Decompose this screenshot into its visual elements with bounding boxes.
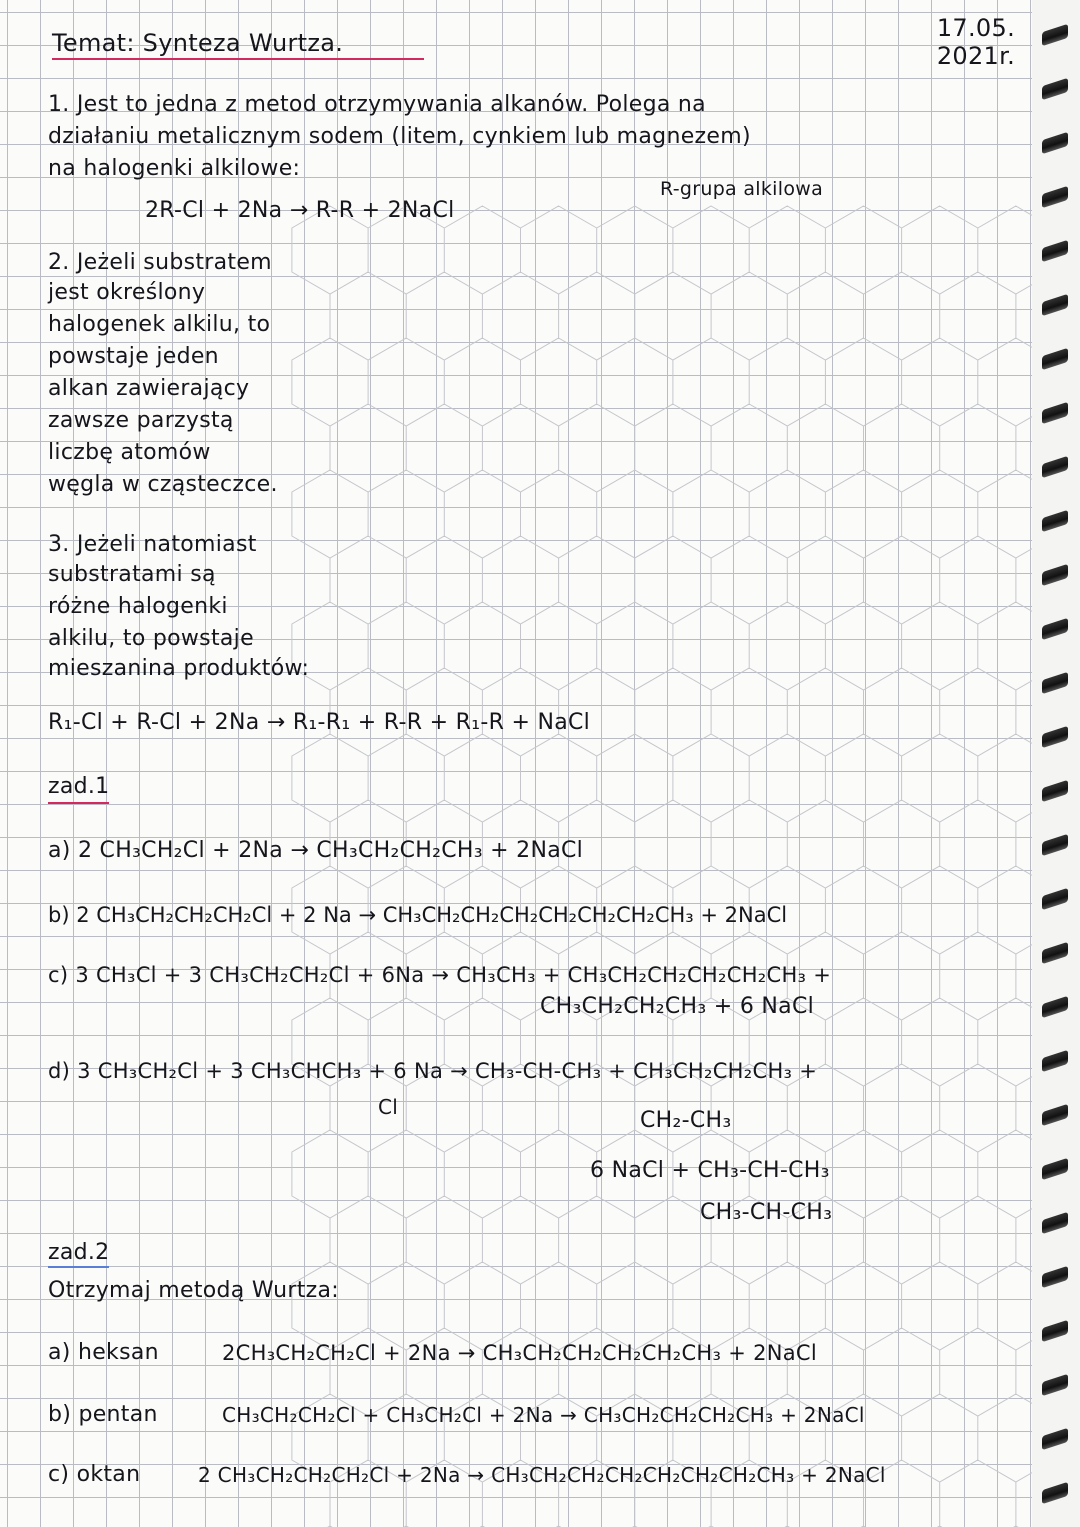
section1-line2: działaniu metalicznym sodem (litem, cynkiem lub magnezem) bbox=[48, 124, 751, 149]
spiral-ring bbox=[1042, 834, 1068, 856]
section1-note: R-grupa alkilowa bbox=[660, 178, 824, 200]
zad1-b: b) 2 CH₃CH₂CH₂CH₂Cl + 2 Na → CH₃CH₂CH₂CH₂CH₂CH₂CH₂CH₃ + 2NaCl bbox=[48, 903, 788, 927]
spiral-ring bbox=[1042, 618, 1068, 640]
page-title: Temat: Synteza Wurtza. bbox=[52, 30, 424, 60]
spiral-ring bbox=[1042, 1158, 1068, 1180]
zad2-heading: zad.2 bbox=[48, 1240, 109, 1268]
spiral-ring bbox=[1042, 780, 1068, 802]
spiral-ring bbox=[1042, 726, 1068, 748]
spiral-ring bbox=[1042, 402, 1068, 424]
section3-line: 3. Jeżeli natomiast bbox=[48, 532, 257, 557]
spiral-ring bbox=[1042, 996, 1068, 1018]
section1-line1: 1. Jest to jedna z metod otrzymywania alkanów. Polega na bbox=[48, 92, 706, 117]
zad2-b-label: b) pentan bbox=[48, 1402, 158, 1427]
section2-line: halogenek alkilu, to bbox=[48, 312, 271, 337]
zad2-intro: Otrzymaj metodą Wurtza: bbox=[48, 1278, 339, 1303]
date-year: 2021r. bbox=[936, 42, 1015, 70]
spiral-ring bbox=[1042, 1320, 1068, 1342]
spiral-ring bbox=[1042, 942, 1068, 964]
spiral-ring bbox=[1042, 1482, 1068, 1504]
section2-line: węgla w cząsteczce. bbox=[48, 472, 278, 497]
hexagon-cells bbox=[292, 206, 1040, 1527]
section2-line: powstaje jeden bbox=[48, 344, 219, 369]
spiral-ring bbox=[1042, 1428, 1068, 1450]
zad1-c-line1: c) 3 CH₃Cl + 3 CH₃CH₂CH₂Cl + 6Na → CH₃CH₃ + CH₃CH₂CH₂CH₂CH₂CH₃ + bbox=[48, 963, 832, 987]
spiral-ring bbox=[1042, 132, 1068, 154]
spiral-ring bbox=[1042, 1374, 1068, 1396]
spiral-ring bbox=[1042, 186, 1068, 208]
spiral-ring bbox=[1042, 1050, 1068, 1072]
section1-line3: na halogenki alkilowe: bbox=[48, 156, 301, 181]
spiral-ring bbox=[1042, 888, 1068, 910]
zad2-b-equation: CH₃CH₂CH₂Cl + CH₃CH₂Cl + 2Na → CH₃CH₂CH₂CH₂CH₃ + 2NaCl bbox=[222, 1403, 865, 1427]
section3-equation: R₁-Cl + R-Cl + 2Na → R₁-R₁ + R-R + R₁-R + NaCl bbox=[48, 710, 591, 735]
spiral-ring bbox=[1042, 1266, 1068, 1288]
zad1-d-chlorine: Cl bbox=[378, 1095, 399, 1119]
spiral-ring bbox=[1042, 1212, 1068, 1234]
section3-line: substratami są bbox=[48, 562, 216, 587]
spiral-ring bbox=[1042, 240, 1068, 262]
spiral-ring bbox=[1042, 294, 1068, 316]
section3-line: mieszanina produktów: bbox=[48, 656, 310, 681]
spiral-ring bbox=[1042, 78, 1068, 100]
spiral-ring bbox=[1042, 24, 1068, 46]
zad2-a-equation: 2CH₃CH₂CH₂Cl + 2Na → CH₃CH₂CH₂CH₂CH₂CH₃ + 2NaCl bbox=[222, 1341, 818, 1365]
section2-line: jest określony bbox=[48, 280, 206, 305]
zad1-d-line3: CH₃-CH-CH₃ bbox=[700, 1200, 833, 1225]
section3-line: różne halogenki bbox=[48, 594, 228, 619]
zad1-d-line2: 6 NaCl + CH₃-CH-CH₃ bbox=[590, 1158, 830, 1183]
section2-line: 2. Jeżeli substratem bbox=[48, 250, 272, 275]
section2-line: liczbę atomów bbox=[48, 440, 211, 465]
spiral-binding bbox=[1032, 0, 1080, 1527]
spiral-ring bbox=[1042, 348, 1068, 370]
section1-equation: 2R-Cl + 2Na → R-R + 2NaCl bbox=[145, 198, 455, 223]
zad2-c-equation: 2 CH₃CH₂CH₂CH₂Cl + 2Na → CH₃CH₂CH₂CH₂CH₂CH₂CH₂CH₃ + 2NaCl bbox=[198, 1463, 886, 1487]
spiral-ring bbox=[1042, 510, 1068, 532]
spiral-ring bbox=[1042, 1104, 1068, 1126]
date-day: 17.05. bbox=[936, 14, 1015, 42]
zad1-d-branch: CH₂-CH₃ bbox=[640, 1108, 732, 1133]
zad1-d-line1: d) 3 CH₃CH₂Cl + 3 CH₃CHCH₃ + 6 Na → CH₃-CH-CH₃ + CH₃CH₂CH₂CH₃ + bbox=[48, 1059, 818, 1083]
spiral-ring bbox=[1042, 564, 1068, 586]
zad2-c-label: c) oktan bbox=[48, 1462, 141, 1487]
spiral-ring bbox=[1042, 672, 1068, 694]
spiral-ring bbox=[1042, 456, 1068, 478]
section2-line: zawsze parzystą bbox=[48, 408, 234, 433]
zad1-heading: zad.1 bbox=[48, 774, 109, 804]
zad2-a-label: a) heksan bbox=[48, 1340, 159, 1365]
zad1-c-line2: CH₃CH₂CH₂CH₃ + 6 NaCl bbox=[540, 994, 815, 1019]
section2-line: alkan zawierający bbox=[48, 376, 250, 401]
zad1-a: a) 2 CH₃CH₂Cl + 2Na → CH₃CH₂CH₂CH₃ + 2NaCl bbox=[48, 838, 584, 863]
section3-line: alkilu, to powstaje bbox=[48, 626, 254, 651]
